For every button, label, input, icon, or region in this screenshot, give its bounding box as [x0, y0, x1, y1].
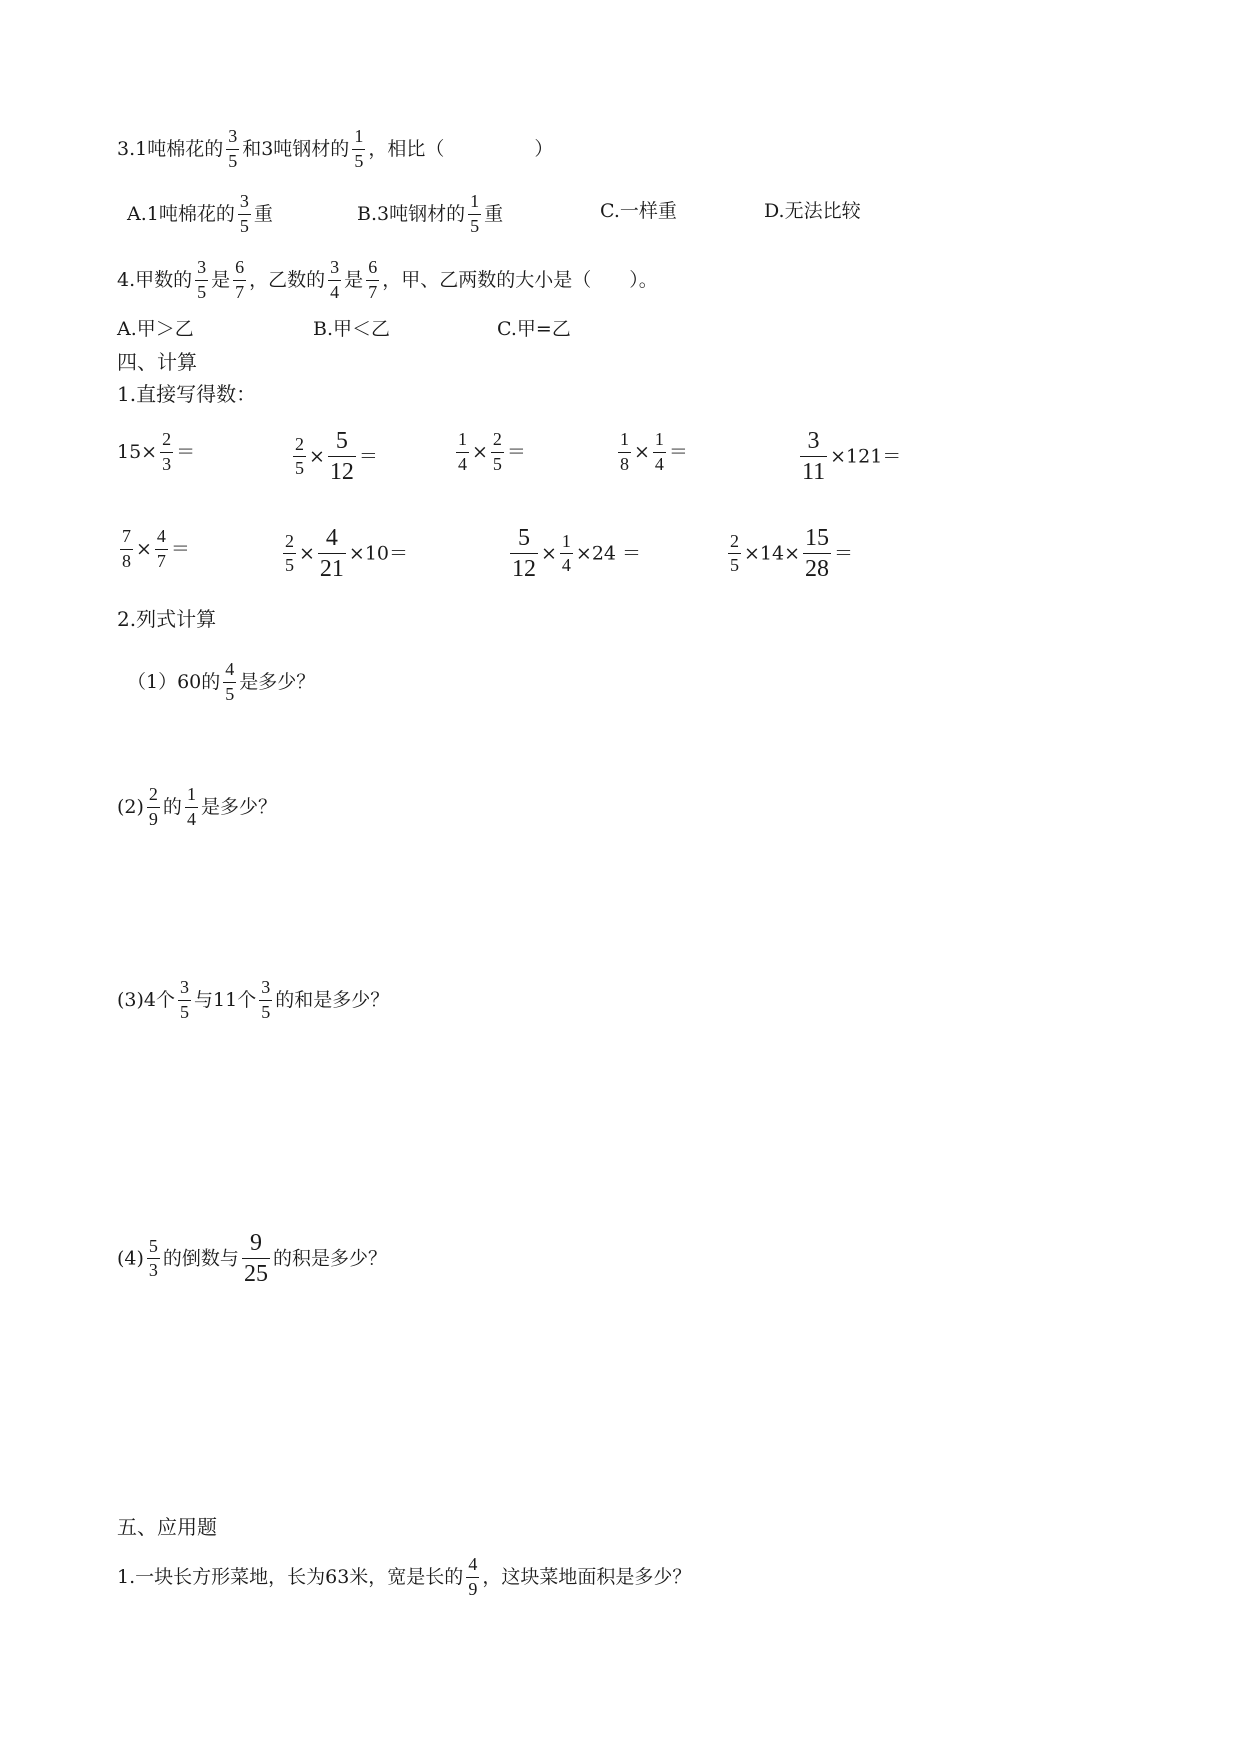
q4-text-e: ，甲、乙两数的大小是（ [382, 268, 592, 291]
fraction-bar [466, 1577, 479, 1578]
fraction-numerator: 3 [239, 191, 249, 211]
fraction-bar [800, 456, 827, 457]
q4-option-c: C.甲=乙 [497, 318, 571, 340]
fraction [728, 532, 741, 577]
fraction-numerator: 6 [368, 257, 378, 277]
calc-problem-1 [127, 660, 315, 705]
fraction-denominator: 4 [561, 555, 571, 576]
fraction-bar [352, 149, 365, 150]
fraction-numerator: 1 [354, 126, 364, 146]
fraction-bar [318, 553, 346, 554]
fraction-numerator: 4 [468, 1554, 478, 1574]
q3-option-a-text: A.1吨棉花的 [127, 202, 235, 225]
text-segment: (3)4个 [117, 988, 176, 1011]
fraction [238, 192, 251, 237]
oral-expr-2 [290, 428, 378, 486]
oral-expr-4 [615, 430, 688, 475]
fraction-bar [120, 549, 133, 550]
fraction-denominator: 7 [235, 281, 245, 302]
fraction [618, 430, 631, 475]
oral-expr-6 [117, 527, 190, 572]
section-5-title: 五、应用题 [117, 1515, 217, 1539]
text-segment: × [299, 542, 315, 565]
fraction-numerator: 1 [620, 429, 629, 449]
q3-option-c: C.一样重 [600, 200, 677, 222]
text-segment: ＝ [358, 445, 378, 468]
q3-option-b-suffix: 重 [484, 202, 504, 225]
fraction-bar [238, 214, 251, 215]
fraction [195, 258, 208, 303]
oral-expr-3 [453, 430, 526, 475]
text-segment: ＝ [170, 537, 190, 560]
fraction-bar [510, 553, 538, 554]
fraction [283, 532, 296, 577]
text-segment: (2) [117, 795, 144, 818]
fraction-numerator: 5 [518, 525, 530, 551]
fraction-numerator: 7 [122, 526, 131, 546]
text-segment: × [309, 445, 325, 468]
fraction-bar [147, 1258, 160, 1259]
fraction-bar [242, 1258, 270, 1259]
fraction-bar [618, 452, 631, 453]
oral-expr-7 [280, 525, 408, 583]
fraction-denominator: 28 [805, 556, 830, 583]
fraction-denominator: 5 [285, 555, 294, 576]
application-problem-1 [117, 1555, 691, 1600]
text-segment: × [136, 537, 152, 560]
q4-option-a: A.甲＞乙 [117, 318, 194, 340]
text-segment: 的和是多少？ [275, 988, 390, 1011]
fraction-numerator: 4 [325, 525, 338, 551]
fraction-bar [185, 807, 198, 808]
fraction [259, 978, 272, 1023]
fraction [242, 1230, 270, 1288]
fraction-numerator: 3 [807, 428, 820, 454]
fraction [491, 430, 504, 475]
fraction [468, 192, 481, 237]
fraction-numerator: 1 [470, 191, 480, 211]
text-segment: (4) [117, 1247, 144, 1270]
oral-expr-5 [797, 428, 901, 486]
fraction-denominator: 8 [122, 550, 131, 571]
fraction-denominator: 12 [512, 556, 536, 583]
fraction-numerator: 4 [225, 659, 235, 679]
text-segment: 是多少？ [239, 670, 316, 693]
fraction-numerator: 2 [162, 429, 172, 449]
fraction-bar [233, 280, 246, 281]
fraction-numerator: 2 [492, 429, 502, 449]
text-segment: ＝ [506, 440, 526, 463]
q4-text-a: 4.甲数的 [117, 268, 193, 291]
fraction-denominator: 4 [654, 453, 664, 474]
text-segment: ＝ [668, 440, 688, 463]
fraction-denominator: 5 [261, 1001, 271, 1022]
fraction-bar [728, 553, 741, 554]
fraction-denominator: 25 [243, 1261, 268, 1288]
fraction-numerator: 5 [335, 428, 348, 454]
oral-expr-9 [725, 525, 853, 583]
fraction [223, 660, 236, 705]
q4-text-b: 是 [211, 268, 231, 291]
fraction-numerator: 3 [197, 257, 207, 277]
fraction-denominator: 5 [228, 150, 238, 171]
fraction-denominator: 12 [329, 459, 354, 486]
fraction-denominator: 5 [730, 555, 739, 576]
fraction-numerator: 6 [235, 257, 245, 277]
fraction [160, 430, 173, 475]
fraction [120, 527, 133, 572]
fraction-numerator: 9 [249, 1230, 262, 1256]
calc-problem-4 [117, 1230, 387, 1288]
fraction-bar [283, 553, 296, 554]
text-segment: 15× [117, 440, 158, 463]
fraction-bar [328, 280, 341, 281]
text-segment: （1）60的 [127, 670, 221, 693]
text-segment: × [634, 440, 650, 463]
q3-option-a [127, 192, 273, 237]
text-segment: ×24 ＝ [575, 542, 642, 565]
fraction-bar [226, 149, 239, 150]
question-4 [117, 258, 658, 303]
q3-option-d: D.无法比较 [764, 200, 861, 222]
fraction-bar [155, 549, 168, 550]
fraction-denominator: 5 [225, 683, 235, 704]
fraction-denominator: 4 [330, 281, 340, 302]
text-segment: 1.一块长方形菜地，长为63米，宽是长的 [117, 1565, 464, 1588]
fraction-denominator: 5 [295, 458, 304, 479]
fraction [352, 127, 365, 172]
fraction-numerator: 2 [148, 784, 158, 804]
q3-text-c: ，相比（ [368, 137, 445, 160]
fraction-denominator: 7 [156, 550, 166, 571]
fraction-numerator: 3 [330, 257, 340, 277]
fraction-numerator: 2 [285, 530, 294, 551]
text-segment: 的积是多少？ [272, 1247, 387, 1270]
q4-text-g: ）。 [629, 268, 658, 291]
fraction-bar [160, 452, 173, 453]
text-segment: ，这块菜地面积是多少？ [482, 1565, 692, 1588]
text-segment: 是多少？ [200, 795, 277, 818]
text-segment: ＝ [834, 542, 854, 565]
section-4-sub2: 2.列式计算 [117, 607, 217, 631]
fraction-numerator: 3 [180, 977, 190, 997]
fraction-denominator: 5 [239, 215, 249, 236]
text-segment: ×14× [744, 542, 801, 565]
fraction [178, 978, 191, 1023]
fraction-numerator: 1 [654, 429, 664, 449]
q3-text-a: 3.1吨棉花的 [117, 137, 224, 160]
fraction-bar [366, 280, 379, 281]
oral-expr-8 [507, 525, 641, 583]
fraction-bar [195, 280, 208, 281]
fraction-denominator: 21 [319, 556, 344, 583]
fraction [560, 532, 573, 577]
fraction [233, 258, 246, 303]
q3-option-b-text: B.3吨钢材的 [357, 202, 466, 225]
fraction-denominator: 5 [492, 453, 502, 474]
q3-option-a-suffix: 重 [253, 202, 273, 225]
fraction-bar [560, 553, 573, 554]
fraction-bar [328, 456, 356, 457]
fraction-numerator: 2 [295, 433, 304, 454]
calc-problem-2 [117, 785, 277, 830]
fraction-bar [456, 452, 469, 453]
fraction-bar [653, 452, 666, 453]
q4-option-b: B.甲＜乙 [313, 318, 391, 340]
fraction-denominator: 3 [162, 453, 172, 474]
fraction-denominator: 5 [470, 215, 480, 236]
fraction-numerator: 1 [561, 530, 571, 551]
fraction [185, 785, 198, 830]
fraction-bar [293, 456, 306, 457]
fraction [318, 525, 346, 583]
q4-text-c: ，乙数的 [249, 268, 326, 291]
fraction-denominator: 7 [368, 281, 378, 302]
fraction [800, 428, 827, 486]
fraction [293, 435, 306, 480]
text-segment: 的倒数与 [162, 1247, 239, 1270]
fraction [803, 525, 831, 583]
fraction [466, 1555, 479, 1600]
fraction-numerator: 3 [228, 126, 238, 146]
q4-text-d: 是 [344, 268, 364, 291]
q3-option-b [357, 192, 503, 237]
section-4-sub1: 1.直接写得数： [117, 382, 257, 406]
fraction-bar [468, 214, 481, 215]
fraction-denominator: 4 [186, 808, 196, 829]
fraction [328, 258, 341, 303]
text-segment: ×121＝ [830, 445, 902, 468]
fraction-denominator: 11 [802, 459, 826, 486]
text-segment: × [541, 542, 557, 565]
fraction-bar [803, 553, 831, 554]
q3-text-d: ） [534, 137, 554, 160]
fraction-denominator: 9 [468, 1578, 478, 1599]
text-segment: ×10＝ [348, 542, 409, 565]
question-3 [117, 127, 553, 172]
fraction [510, 525, 538, 583]
fraction [366, 258, 379, 303]
fraction-numerator: 1 [458, 429, 467, 449]
fraction-bar [147, 807, 160, 808]
fraction [456, 430, 469, 475]
calc-problem-3 [117, 978, 389, 1023]
fraction-denominator: 9 [148, 808, 158, 829]
fraction [147, 1237, 160, 1282]
text-segment: 与11个 [194, 988, 257, 1011]
fraction-bar [259, 1000, 272, 1001]
q3-text-b: 和3吨钢材的 [242, 137, 350, 160]
fraction-denominator: 5 [197, 281, 207, 302]
fraction-numerator: 4 [156, 526, 166, 546]
fraction-numerator: 5 [148, 1235, 158, 1256]
fraction [328, 428, 356, 486]
fraction-numerator: 1 [186, 784, 196, 804]
fraction-denominator: 3 [148, 1260, 158, 1281]
fraction-numerator: 15 [805, 525, 830, 551]
fraction [653, 430, 666, 475]
fraction-bar [178, 1000, 191, 1001]
fraction-numerator: 3 [261, 977, 271, 997]
fraction [147, 785, 160, 830]
fraction-numerator: 2 [730, 530, 739, 551]
section-4-title: 四、计算 [117, 350, 197, 374]
fraction-denominator: 8 [620, 453, 629, 474]
fraction-denominator: 4 [458, 453, 467, 474]
text-segment: ＝ [176, 440, 196, 463]
fraction-bar [223, 682, 236, 683]
fraction [155, 527, 168, 572]
oral-expr-1 [117, 430, 195, 475]
fraction [226, 127, 239, 172]
fraction-bar [491, 452, 504, 453]
text-segment: 的 [162, 795, 182, 818]
fraction-denominator: 5 [354, 150, 364, 171]
text-segment: × [472, 440, 488, 463]
fraction-denominator: 5 [180, 1001, 190, 1022]
